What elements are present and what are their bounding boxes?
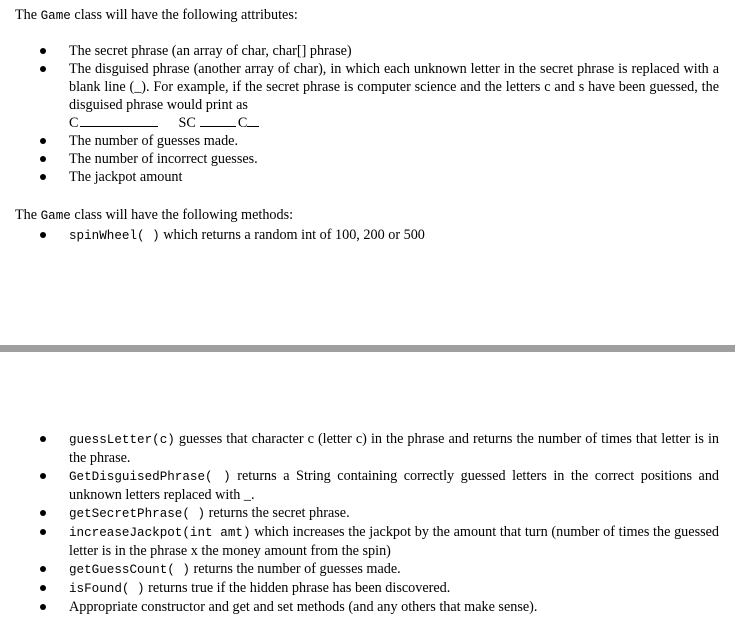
list-item: The number of guesses made. (37, 132, 719, 150)
methods-list (37, 430, 719, 616)
attributes-intro: The Game class will have the following attributes: (15, 7, 298, 23)
class-name-code: Game (40, 9, 71, 23)
page-divider (0, 345, 735, 352)
disguised-example: C SC C (69, 114, 719, 132)
list-item: The number of incorrect guesses. (37, 150, 719, 168)
list-item: spinWheel( ) which returns a random int of 100, 200 or 500 (37, 226, 719, 245)
list-item: Appropriate constructor and get and set methods (and any others that make sense). (37, 598, 719, 616)
methods-intro: The Game class will have the following methods: (15, 207, 294, 223)
methods-list-top (37, 226, 719, 245)
list-item: The secret phrase (an array of char, char[] phrase) (37, 42, 719, 60)
class-name-code: Game (40, 209, 71, 223)
list-item: increaseJackpot(int amt) which increases the jackpot by the amount that turn (number of times the guessed letter is in the phrase x the money amount from the spin) (37, 523, 719, 560)
list-item: The jackpot amount (37, 168, 719, 186)
list-item: GetDisguisedPhrase( ) returns a String containing correctly guessed letters in the correct positions and unknown letters replaced with _. (37, 467, 719, 504)
list-item: The disguised phrase (another array of char), in which each unknown letter in the secret phrase is replaced with a blank line (_). For example, if the secret phrase is computer science and the letters c and s have been guessed, the disguised phrase would print as C SC C (37, 60, 719, 132)
list-item: getSecretPhrase( ) returns the secret phrase. (37, 504, 719, 523)
list-item: getGuessCount( ) returns the number of guesses made. (37, 560, 719, 579)
list-item: isFound( ) returns true if the hidden phrase has been discovered. (37, 579, 719, 598)
attributes-list (37, 42, 719, 186)
list-item: guessLetter(c) guesses that character c (letter c) in the phrase and returns the number of times that letter is in the phrase. (37, 430, 719, 467)
